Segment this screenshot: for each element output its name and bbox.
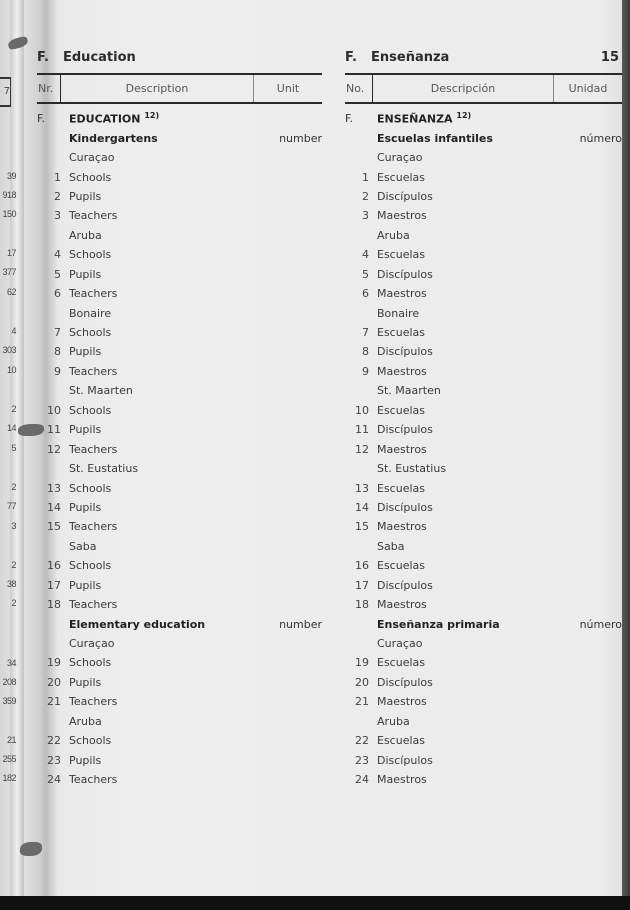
table-row: [345, 187, 622, 206]
table-region-row: [345, 303, 622, 322]
row-number: 5: [54, 267, 61, 281]
row-description: Escuelas: [377, 559, 425, 573]
row-description: Saba: [69, 539, 97, 553]
table-subheading-row: [345, 614, 622, 633]
margin-value: 208: [2, 677, 16, 687]
table-subheading-row: [345, 128, 622, 147]
margin-value: 17: [6, 248, 16, 258]
table-body-english: [37, 109, 322, 789]
header-nr: Nr.: [37, 75, 61, 102]
row-number: 2: [54, 189, 61, 203]
row-description: St. Maarten: [377, 384, 441, 398]
row-description: Discípulos: [377, 500, 433, 514]
row-description: Curaçao: [377, 637, 423, 651]
row-number: 8: [362, 345, 369, 359]
table-region-row: [345, 148, 622, 167]
table-row: [37, 731, 322, 750]
margin-value: 14: [6, 423, 16, 433]
row-number: 3: [54, 209, 61, 223]
table-region-row: [345, 634, 622, 653]
row-description: Schools: [69, 656, 112, 670]
row-number: 13: [47, 481, 61, 495]
row-number: 16: [355, 559, 369, 573]
table-row: [37, 245, 322, 264]
margin-value: 303: [2, 345, 16, 355]
row-number: 20: [47, 675, 61, 689]
row-description: Aruba: [377, 714, 410, 728]
table-region-row: [37, 459, 322, 478]
table-region-row: [345, 459, 622, 478]
row-description: Teachers: [69, 598, 118, 612]
table-row: [37, 362, 322, 381]
previous-page-header-fragment: 7: [0, 77, 11, 107]
row-number: 17: [355, 578, 369, 592]
row-description: Saba: [377, 539, 405, 553]
table-body-spanish: [345, 109, 622, 789]
table-row: [37, 673, 322, 692]
row-description: Pupils: [69, 500, 102, 514]
table-region-row: [37, 303, 322, 322]
row-number: 13: [355, 481, 369, 495]
table-subheading-row: [37, 614, 322, 633]
row-description: Schools: [69, 403, 112, 417]
footnote-ref: 12): [144, 111, 160, 121]
table-region-row: [37, 381, 322, 400]
row-description: Escuelas: [377, 248, 425, 262]
row-description: Maestros: [377, 287, 427, 301]
row-description: Discípulos: [377, 345, 433, 359]
row-description: Pupils: [69, 753, 102, 767]
row-description: Pupils: [69, 267, 102, 281]
table-row: [345, 420, 622, 439]
margin-value: 377: [2, 267, 16, 277]
row-description: Kindergartens: [69, 131, 158, 145]
row-description: Maestros: [377, 364, 427, 378]
table-region-row: [37, 537, 322, 556]
margin-value: 39: [6, 171, 16, 181]
row-description: Schools: [69, 481, 112, 495]
section-name: Enseñanza: [371, 50, 450, 65]
row-description: Maestros: [377, 695, 427, 709]
table-header-spanish: [345, 73, 622, 104]
table-region-row: [345, 712, 622, 731]
row-number: 22: [47, 734, 61, 748]
row-description: Teachers: [69, 442, 118, 456]
row-description: Schools: [69, 248, 112, 262]
row-number: 9: [54, 364, 61, 378]
margin-value: 2: [11, 482, 16, 492]
table-heading-row: [37, 109, 322, 128]
table-row: [345, 750, 622, 769]
table-row: [37, 750, 322, 769]
table-heading-row: [345, 109, 622, 128]
row-number: 18: [355, 598, 369, 612]
row-description: Maestros: [377, 442, 427, 456]
margin-value: 10: [6, 365, 16, 375]
row-number: 17: [47, 578, 61, 592]
table-row: [345, 284, 622, 303]
table-row: [345, 556, 622, 575]
row-number: 9: [362, 364, 369, 378]
row-description: Enseñanza primaria: [377, 617, 500, 631]
row-unit: number: [279, 617, 322, 631]
heading-letter: F.: [37, 112, 46, 126]
row-description: Pupils: [69, 675, 102, 689]
row-number: 21: [47, 695, 61, 709]
row-number: 6: [362, 287, 369, 301]
table-region-row: [37, 712, 322, 731]
row-description: Aruba: [377, 228, 410, 242]
row-number: 1: [362, 170, 369, 184]
row-number: 15: [355, 520, 369, 534]
row-description: Teachers: [69, 209, 118, 223]
heading-letter: F.: [345, 112, 354, 126]
row-description: Curaçao: [69, 151, 115, 165]
row-number: 15: [47, 520, 61, 534]
margin-value: 21: [6, 735, 16, 745]
row-number: 22: [355, 734, 369, 748]
binding-staple-bottom: [20, 842, 42, 856]
row-number: 24: [355, 773, 369, 787]
row-number: 7: [362, 326, 369, 340]
header-description: Descripción: [373, 75, 554, 102]
table-row: [37, 770, 322, 789]
row-description: Schools: [69, 734, 112, 748]
header-description: Description: [61, 75, 254, 102]
row-number: 12: [355, 442, 369, 456]
table-row: [37, 653, 322, 672]
table-row: [345, 731, 622, 750]
row-number: 19: [47, 656, 61, 670]
table-row: [37, 517, 322, 536]
table-row: [37, 439, 322, 458]
row-description: Teachers: [69, 364, 118, 378]
table-row: [345, 692, 622, 711]
margin-value: 4: [11, 326, 16, 336]
row-description: Discípulos: [377, 753, 433, 767]
row-description: Discípulos: [377, 189, 433, 203]
row-number: 20: [355, 675, 369, 689]
row-number: 14: [355, 500, 369, 514]
row-unit: número: [579, 131, 622, 145]
section-title-spanish: [345, 50, 449, 65]
table-row: [345, 439, 622, 458]
row-description: Elementary education: [69, 617, 206, 631]
row-number: 11: [355, 423, 369, 437]
heading-label: EDUCATION $^{12)}$: [69, 111, 160, 127]
row-number: 7: [54, 326, 61, 340]
row-description: Escuelas: [377, 326, 425, 340]
row-number: 18: [47, 598, 61, 612]
table-row: [345, 401, 622, 420]
header-unit: Unit: [276, 82, 300, 95]
margin-value: 918: [2, 190, 16, 200]
row-number: 21: [355, 695, 369, 709]
table-row: [37, 167, 322, 186]
table-row: [37, 478, 322, 497]
margin-value: 182: [2, 773, 16, 783]
margin-value: 5: [11, 443, 16, 453]
table-row: [37, 401, 322, 420]
table-subheading-row: [37, 128, 322, 147]
row-description: Schools: [69, 326, 112, 340]
table-row: [37, 692, 322, 711]
row-unit: number: [279, 131, 322, 145]
row-description: Discípulos: [377, 423, 433, 437]
row-number: 14: [47, 500, 61, 514]
table-row: [37, 342, 322, 361]
section-letter: F.: [345, 50, 357, 65]
table-row: [37, 206, 322, 225]
row-description: Escuelas infantiles: [377, 131, 493, 145]
row-description: Curaçao: [69, 637, 115, 651]
row-description: Discípulos: [377, 578, 433, 592]
table-row: [37, 498, 322, 517]
row-description: Teachers: [69, 773, 118, 787]
margin-value: 2: [11, 598, 16, 608]
row-description: Teachers: [69, 520, 118, 534]
table-row: [37, 187, 322, 206]
row-description: Escuelas: [377, 734, 425, 748]
row-number: 6: [54, 287, 61, 301]
margin-value: 150: [2, 209, 16, 219]
table-row: [345, 673, 622, 692]
table-header-english: [37, 73, 322, 104]
page-bottom-edge-shadow: [0, 896, 630, 910]
margin-value: 77: [6, 501, 16, 511]
row-description: St. Maarten: [69, 384, 133, 398]
row-number: 10: [355, 403, 369, 417]
row-number: 24: [47, 773, 61, 787]
row-description: St. Eustatius: [69, 462, 139, 476]
table-row: [37, 323, 322, 342]
row-number: 5: [362, 267, 369, 281]
table-row: [345, 517, 622, 536]
row-number: 12: [47, 442, 61, 456]
row-description: Curaçao: [377, 151, 423, 165]
row-description: Escuelas: [377, 403, 425, 417]
row-description: Pupils: [69, 189, 102, 203]
page-right-edge-shadow: [622, 0, 630, 910]
table-row: [345, 595, 622, 614]
row-description: Maestros: [377, 520, 427, 534]
table-row: [345, 245, 622, 264]
header-nr: No.: [345, 75, 373, 102]
table-region-row: [37, 148, 322, 167]
table-row: [345, 342, 622, 361]
table-row: [345, 478, 622, 497]
margin-value: 34: [6, 658, 16, 668]
row-unit: número: [579, 617, 622, 631]
table-row: [345, 265, 622, 284]
row-number: 10: [47, 403, 61, 417]
table-row: [37, 420, 322, 439]
margin-value: 62: [6, 287, 16, 297]
row-number: 1: [54, 170, 61, 184]
table-row: [345, 323, 622, 342]
row-description: Maestros: [377, 773, 427, 787]
heading-label: ENSEÑANZA $^{12)}$: [377, 111, 472, 127]
row-description: Discípulos: [377, 675, 433, 689]
margin-value: 3: [11, 521, 16, 531]
row-description: Schools: [69, 559, 112, 573]
table-region-row: [345, 381, 622, 400]
table-row: [345, 770, 622, 789]
row-description: Pupils: [69, 345, 102, 359]
margin-value: 38: [6, 579, 16, 589]
row-number: 3: [362, 209, 369, 223]
row-number: 23: [355, 753, 369, 767]
row-description: Escuelas: [377, 481, 425, 495]
row-number: 16: [47, 559, 61, 573]
table-row: [345, 576, 622, 595]
row-description: Aruba: [69, 714, 102, 728]
row-description: Escuelas: [377, 656, 425, 670]
row-description: Teachers: [69, 287, 118, 301]
row-description: Bonaire: [377, 306, 420, 320]
row-number: 11: [47, 423, 61, 437]
table-row: [37, 576, 322, 595]
table-region-row: [345, 537, 622, 556]
row-number: 2: [362, 189, 369, 203]
row-description: Maestros: [377, 598, 427, 612]
section-letter: F.: [37, 50, 49, 65]
row-description: Maestros: [377, 209, 427, 223]
margin-value: 2: [11, 404, 16, 414]
row-number: 23: [47, 753, 61, 767]
row-number: 19: [355, 656, 369, 670]
row-number: 4: [54, 248, 61, 262]
table-row: [37, 265, 322, 284]
row-description: St. Eustatius: [377, 462, 447, 476]
table-row: [37, 284, 322, 303]
row-number: 8: [54, 345, 61, 359]
table-row: [37, 595, 322, 614]
table-row: [345, 362, 622, 381]
footnote-ref: 12): [456, 111, 472, 121]
table-row: [345, 167, 622, 186]
margin-value: 2: [11, 560, 16, 570]
row-description: Escuelas: [377, 170, 425, 184]
row-description: Aruba: [69, 228, 102, 242]
row-description: Bonaire: [69, 306, 112, 320]
row-description: Teachers: [69, 695, 118, 709]
table-region-row: [37, 226, 322, 245]
section-title-english: [37, 50, 136, 65]
margin-value: 359: [2, 696, 16, 706]
table-row: [345, 206, 622, 225]
row-description: Pupils: [69, 423, 102, 437]
table-row: [345, 653, 622, 672]
row-description: Schools: [69, 170, 112, 184]
row-description: Pupils: [69, 578, 102, 592]
header-unit: Unidad: [568, 82, 608, 95]
table-row: [37, 556, 322, 575]
table-region-row: [37, 634, 322, 653]
page-number: 15: [600, 50, 619, 65]
row-number: 4: [362, 248, 369, 262]
margin-value: 255: [2, 754, 16, 764]
table-row: [345, 498, 622, 517]
section-name: Education: [63, 50, 136, 65]
row-description: Discípulos: [377, 267, 433, 281]
table-region-row: [345, 226, 622, 245]
